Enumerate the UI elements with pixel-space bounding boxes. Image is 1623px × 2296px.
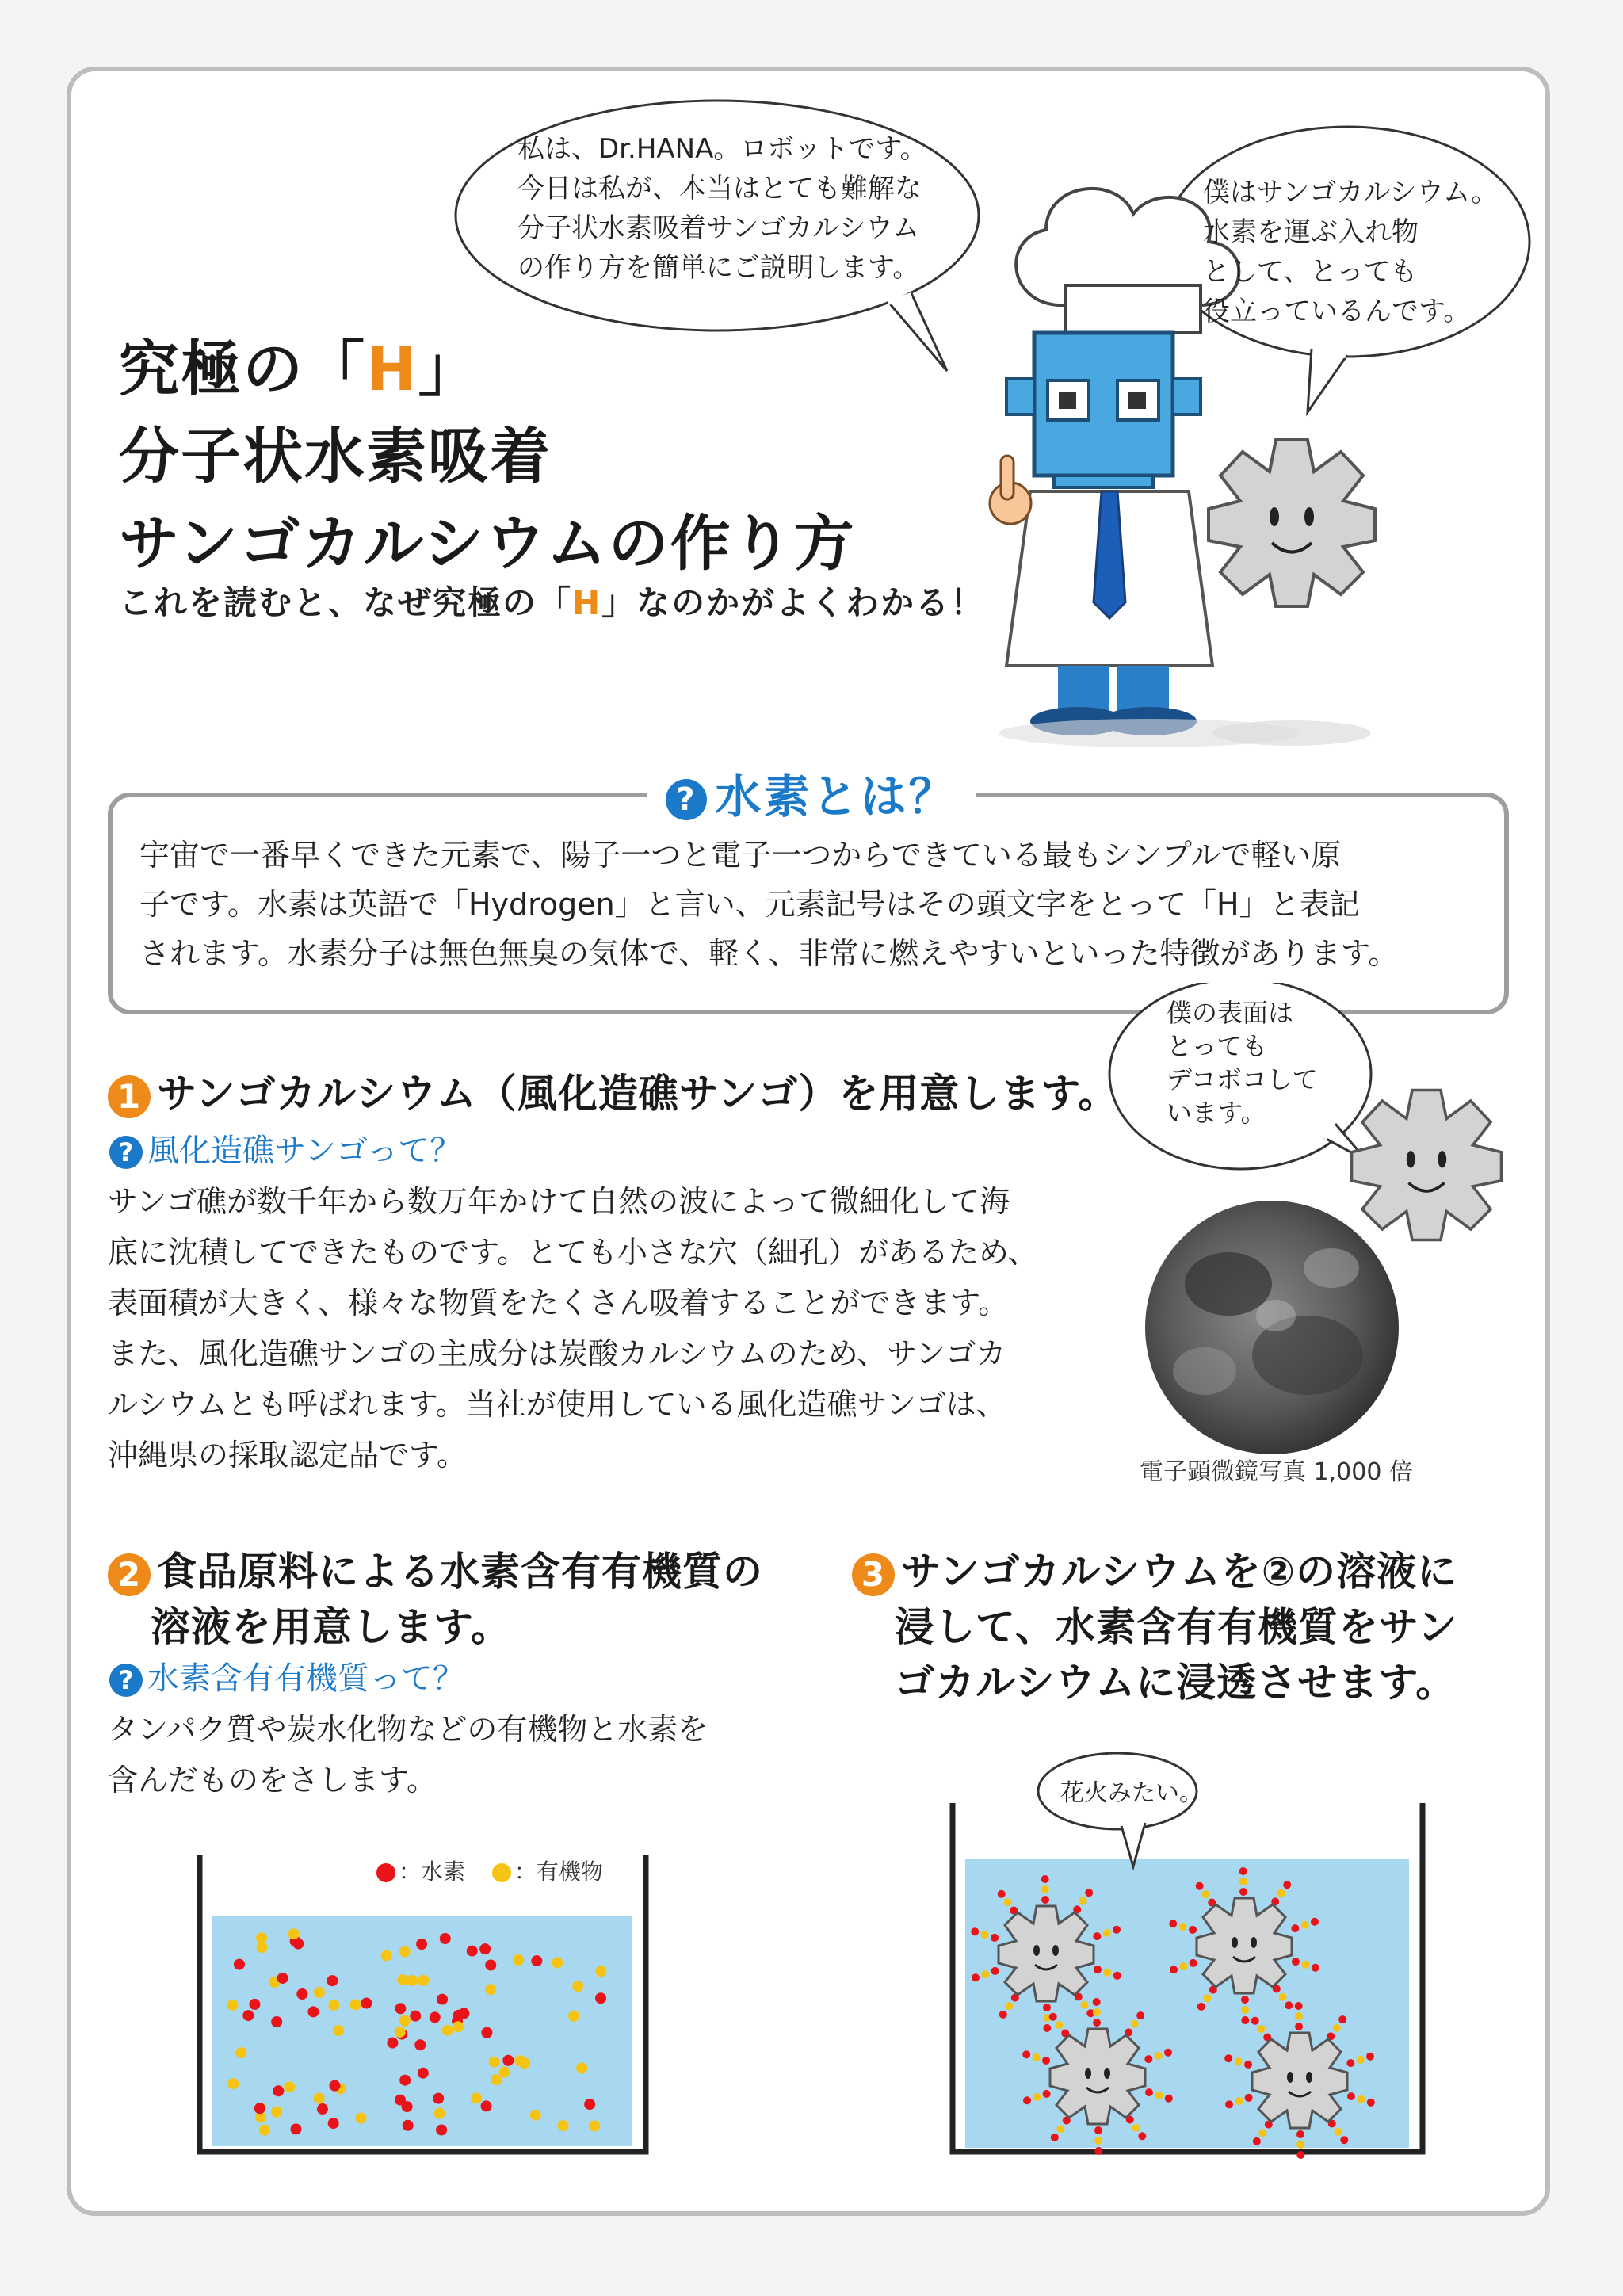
organic-dot xyxy=(418,1975,429,1986)
organic-dot xyxy=(530,2110,541,2121)
hydrogen-dot xyxy=(361,1998,372,2009)
step-number-badge: 2 xyxy=(108,1553,151,1596)
page-title-line-3: サンゴカルシウムの作り方 xyxy=(119,508,856,579)
organic-dot xyxy=(397,1974,408,1985)
organic-dot xyxy=(333,2025,344,2036)
surface-speech: 僕の表面は とっても デコボコして います。 xyxy=(1167,998,1318,1128)
page-title-line-1: 究極の「H」 xyxy=(119,334,480,404)
organic-dot xyxy=(227,2078,239,2089)
microscope-photo xyxy=(1145,1201,1399,1454)
hydrogen-dot xyxy=(502,2055,514,2066)
organic-dot xyxy=(288,1928,300,1939)
organic-dot xyxy=(350,1999,361,2010)
hydrogen-dot xyxy=(277,1973,288,1984)
organic-dot xyxy=(381,1950,392,1961)
organic-dot xyxy=(572,1981,583,1992)
hydrogen-dot xyxy=(467,1946,478,1957)
hydrogen-dot xyxy=(254,2103,265,2114)
organic-dot xyxy=(259,2125,270,2136)
organic-dot xyxy=(328,2000,339,2011)
solution-beaker xyxy=(190,1847,658,2164)
hydrogen-dot xyxy=(481,2100,492,2111)
step-1-text: サンゴ礁が数千年から数万年かけて自然の波によって微細化して海 底に沈積してできたものです。とても小さな穴（細孔）があるため、 表面積が大きく、様々な物質をたくさん吸着することができます。 また、風化造礁サンゴの主成分は炭酸カルシウムのため、サンゴカ ルシウムとも呼ばれます。当社が使用している風化造礁サンゴは、 沖縄県の採取認定品です。 xyxy=(108,1184,1038,1473)
hydrogen-dot xyxy=(249,1999,260,2010)
organic-dot xyxy=(491,2074,502,2085)
organic-dot xyxy=(453,2021,464,2032)
hydrogen-dot xyxy=(416,1939,427,1950)
hydrogen-intro-text: 宇宙で一番早くできた元素で、陽子一つと電子一つからできている最もシンプルで軽い原 子です。水素は英語で「Hydrogen」と言い、元素記号はその頭文字をとって「H」と表記 されます。水素分子は無色無臭の気体で、軽く、非常に燃えやすいといった特徴があります。 xyxy=(139,838,1399,971)
organic-dot xyxy=(595,1966,606,1977)
organic-dot xyxy=(513,1954,524,1966)
hydrogen-dot xyxy=(399,2075,411,2086)
organic-dot xyxy=(314,2093,325,2104)
step-number-badge: 3 xyxy=(852,1553,895,1596)
organic-dot xyxy=(434,2108,445,2119)
organic-dot xyxy=(314,1987,325,1998)
hydrogen-dot xyxy=(418,2068,429,2079)
organic-dot xyxy=(489,2057,500,2068)
organic-dot xyxy=(399,2015,411,2027)
hydrogen-dot xyxy=(414,2039,426,2050)
organic-dot xyxy=(471,2092,482,2103)
organic-dot xyxy=(399,1946,411,1958)
hydrogen-dot xyxy=(433,2093,444,2104)
hydrogen-dot xyxy=(329,2080,340,2092)
step-2-question: ? 水素含有有機質って？ xyxy=(109,1656,464,1701)
organic-dot xyxy=(498,2066,510,2077)
hydrogen-dot xyxy=(234,1959,245,1970)
photo-caption: 電子顕微鏡写真 1,000 倍 xyxy=(1140,1458,1413,1486)
coral-mascot-icon xyxy=(1209,440,1375,746)
hydrogen-dot xyxy=(387,2038,398,2049)
organic-dot xyxy=(558,2120,569,2131)
organic-dot xyxy=(227,2000,238,2011)
step-3-heading: 3 サンゴカルシウムを②の溶液に 浸して、水素含有有機質をサン ゴカルシウムに浸透させます。 xyxy=(852,1544,1458,1710)
organic-dot xyxy=(568,2011,579,2022)
organic-dot xyxy=(576,2062,587,2073)
hydrogen-dot xyxy=(327,1975,338,1986)
organic-dot xyxy=(485,1984,496,1995)
page-title-line-2: 分子状水素吸着 xyxy=(119,421,552,491)
question-circle-icon: ? xyxy=(109,1664,143,1697)
hydrogen-dot xyxy=(271,2016,282,2027)
step-2-heading: 2 食品原料による水素含有有機質の 溶液を用意します。 xyxy=(108,1544,763,1655)
hydrogen-dot xyxy=(328,2118,339,2129)
hydrogen-dot xyxy=(481,2027,492,2038)
fireworks-speech: 花火みたい。 xyxy=(1060,1779,1203,1807)
organic-dot xyxy=(395,2027,406,2038)
organic-dot xyxy=(257,1942,268,1953)
coral-speech: 僕はサンゴカルシウム。 水素を運ぶ入れ物 として、とっても 役立っているんです。 xyxy=(1203,177,1499,327)
step-1-question: ? 風化造礁サンゴって？ xyxy=(109,1129,461,1173)
organic-dot xyxy=(407,1975,418,1986)
step-1-heading: 1 サンゴカルシウム（風化造礁サンゴ）を用意します。 xyxy=(108,1066,1118,1121)
hydrogen-dot xyxy=(485,1959,496,1970)
question-circle-icon: ? xyxy=(109,1136,143,1169)
hydrogen-dot xyxy=(403,2120,414,2131)
hydrogen-dot xyxy=(410,2011,421,2022)
page-subtitle: これを読むと、なぜ究極の「H」なのかがよくわかる！ xyxy=(119,583,986,622)
organic-dot xyxy=(271,2107,282,2118)
organic-dot xyxy=(442,2025,453,2036)
hydrogen-dot xyxy=(440,1933,451,1944)
hydrogen-dot xyxy=(296,1988,307,2000)
hydrogen-dot xyxy=(402,2101,413,2112)
question-circle-icon: ? xyxy=(666,779,707,820)
organic-dot xyxy=(284,2081,295,2092)
hydrogen-dot xyxy=(430,2011,441,2023)
hydrogen-dot xyxy=(584,2099,595,2110)
surface-illustration xyxy=(1094,983,1569,1490)
hydrogen-dot xyxy=(595,1992,606,2004)
hydrogen-dot xyxy=(395,2003,406,2014)
organic-dot xyxy=(552,1957,563,1968)
legend: ：水素 ：有機物 xyxy=(376,1855,603,1886)
coral-mascot-small-icon xyxy=(1352,1091,1502,1240)
organic-dot xyxy=(514,2055,525,2066)
hydrogen-dot xyxy=(436,2124,447,2135)
hydrogen-intro-heading: ? 水素とは？ xyxy=(0,759,1623,826)
hydrogen-dot xyxy=(290,2123,301,2134)
hydrogen-dot xyxy=(437,1994,448,2005)
hydrogen-dot xyxy=(531,1955,542,1966)
hydrogen-dot xyxy=(242,2010,254,2021)
hydrogen-dot xyxy=(307,2006,319,2017)
organic-dot xyxy=(589,2120,600,2131)
robot-speech: 私は、Dr.HANA。ロボットです。 今日は私が、本当はとても難解な 分子状水素吸着サンゴカルシウム の作り方を簡単にご説明します。 xyxy=(517,133,927,284)
step-2-text: タンパク質や炭水化物などの有機物と水素を 含んだものをさします。 xyxy=(108,1712,708,1797)
organic-dot xyxy=(356,2113,367,2124)
hydrogen-dot xyxy=(479,1943,491,1954)
hydrogen-dot xyxy=(317,2103,328,2115)
hydrogen-dot xyxy=(273,2085,284,2096)
step-number-badge: 1 xyxy=(108,1075,151,1118)
organic-dot xyxy=(235,2047,246,2058)
